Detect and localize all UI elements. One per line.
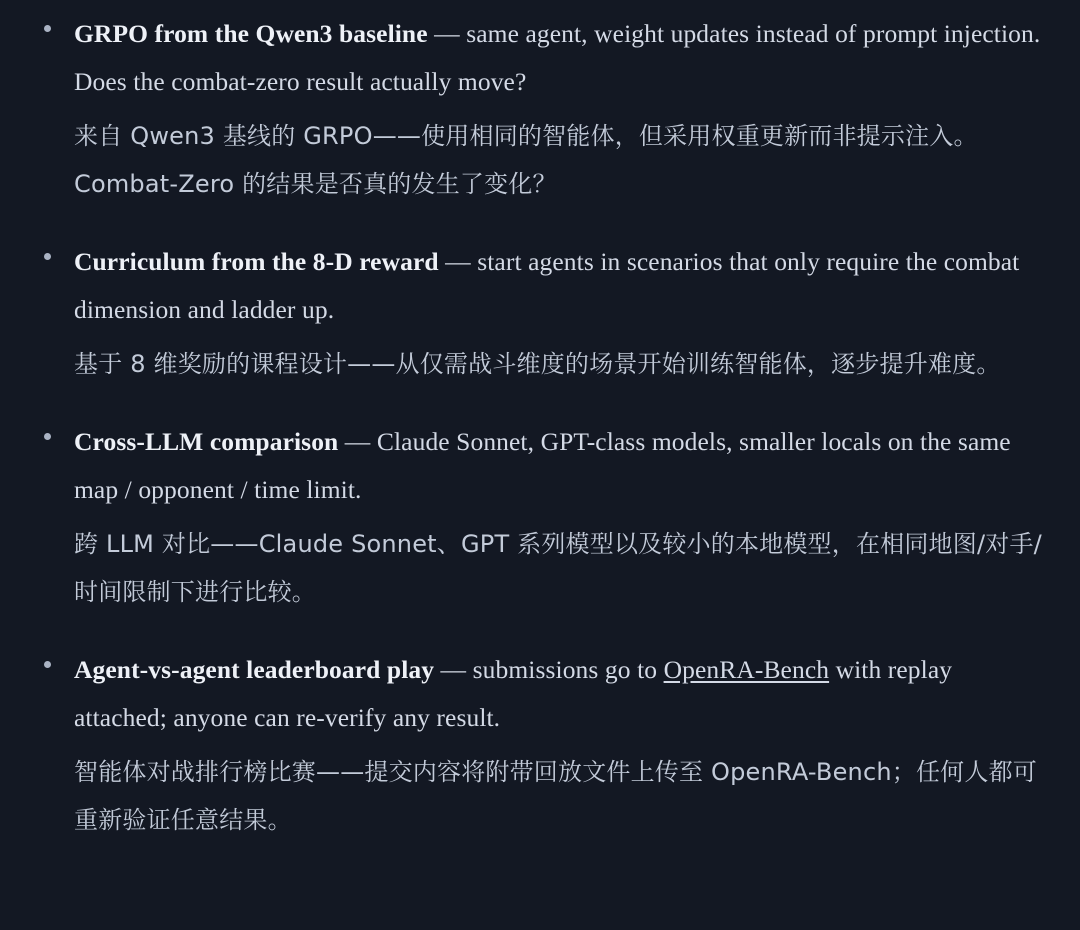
bullet-dot-icon: [44, 661, 51, 668]
list-item: [30, 238, 1050, 388]
bullet-english-text: [74, 418, 1050, 514]
bullet-chinese-text: 来自 Qwen3 基线的 GRPO——使用相同的智能体，但采用权重更新而非提示注入。Combat-Zero 的结果是否真的发生了变化？: [74, 122, 978, 198]
list-item: [30, 10, 1050, 208]
bullet-dot-icon: [44, 433, 51, 440]
bullet-english-text: [74, 238, 1050, 334]
bullet-body-text-after-link: with replay attached; anyone can re-verify any result.: [74, 655, 953, 732]
bullet-body-text: — same agent, weight updates instead of prompt injection. Does the combat-zero result actually move?: [74, 19, 1041, 96]
openra-bench-link[interactable]: OpenRA-Bench: [663, 655, 830, 684]
bullet-body-text-before-link: — submissions go to: [434, 655, 664, 684]
bullet-body-text: — start agents in scenarios that only require the combat dimension and ladder up.: [74, 247, 1020, 324]
bullet-chinese-text: 跨 LLM 对比——Claude Sonnet、GPT 系列模型以及较小的本地模型，在相同地图/对手/时间限制下进行比较。: [74, 530, 1042, 606]
list-item: [30, 418, 1050, 616]
bullet-chinese-text: 智能体对战排行榜比赛——提交内容将附带回放文件上传至 OpenRA-Bench；任何人都可重新验证任意结果。: [74, 758, 1037, 834]
list-item: [30, 646, 1050, 844]
bullet-dot-icon: [44, 253, 51, 260]
bullet-list: [30, 10, 1050, 844]
bullet-body-text: — Claude Sonnet, GPT-class models, smaller locals on the same map / opponent / time limit.: [74, 427, 1011, 504]
bullet-lead-label: Curriculum from the 8-D reward: [74, 247, 439, 276]
bullet-english-text: [74, 646, 1050, 742]
bullet-chinese-text: 基于 8 维奖励的课程设计——从仅需战斗维度的场景开始训练智能体，逐步提升难度。: [74, 350, 1001, 378]
bullet-english-text: [74, 10, 1050, 106]
bullet-lead-label: GRPO from the Qwen3 baseline: [74, 19, 428, 48]
bullet-lead-label: Cross-LLM comparison: [74, 427, 339, 456]
bullet-dot-icon: [44, 25, 51, 32]
bullet-lead-label: Agent-vs-agent leaderboard play: [74, 655, 435, 684]
